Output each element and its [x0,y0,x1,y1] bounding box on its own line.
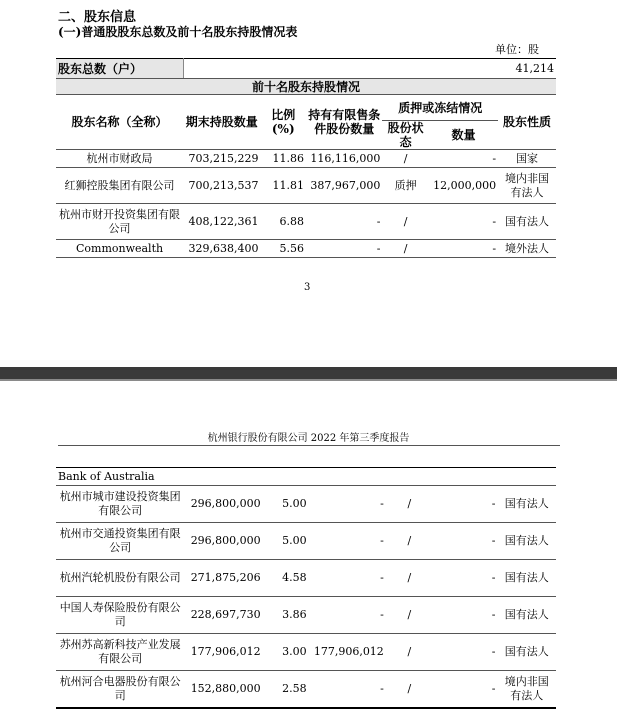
report-header: 杭州银行股份有限公司 2022 年第三季度报告 [207,433,410,444]
holder-nature: 国有法人 [498,486,557,523]
holder-restricted: - [309,560,386,597]
section-title: 二、股东信息 [58,10,137,25]
holder-nature: 境外法人 [498,240,556,258]
table-row [56,634,556,671]
holder-ratio: 5.00 [263,486,309,523]
holder-restricted: - [309,671,386,708]
holder-shares: 703,215,229 [183,150,260,168]
holder-pledge-status: / [386,523,433,560]
top10-caption: 前十名股东持股情况 [56,79,556,95]
table-row [56,597,556,634]
table-row [56,150,556,168]
holder-pledge-qty: - [433,523,498,560]
holder-shares: 228,697,730 [184,597,262,634]
holder-ratio: 5.00 [263,523,309,560]
holder-nature: 国有法人 [498,523,557,560]
table-row [56,168,556,204]
page-number: 3 [304,282,311,293]
holder-restricted: - [309,486,386,523]
holder-restricted: - [309,523,386,560]
shareholder-table-continued [56,467,556,709]
holder-ratio: 11.86 [261,150,306,168]
holder-nature: 国有法人 [498,634,557,671]
holder-nature: 国家 [498,150,556,168]
table-row [56,560,556,597]
holder-pledge-status: / [382,204,428,240]
header-restricted: 持有有限售条件股份数量 [306,95,382,150]
holder-pledge-status: / [382,240,428,258]
holder-ratio: 3.00 [263,634,309,671]
holder-restricted: - [306,204,382,240]
table-row [56,204,556,240]
holder-shares: 271,875,206 [184,560,262,597]
holder-shares: 700,213,537 [183,168,260,204]
header-pledge-status: 股份状态 [382,121,428,150]
holder-name: 杭州市城市建设投资集团有限公司 [56,486,184,523]
header-pledge: 质押或冻结情况 [382,95,498,121]
holder-name: 杭州市财开投资集团有限公司 [56,204,183,240]
holder-shares: 408,122,361 [183,204,260,240]
holder-restricted: 177,906,012 [309,634,386,671]
header-shares: 期末持股数量 [183,95,260,150]
header-rule [58,445,560,446]
shareholder-table-top [56,58,556,258]
table-row [56,671,556,708]
holder-pledge-qty: - [433,634,498,671]
holder-pledge-qty: - [433,671,498,708]
holder-ratio: 3.86 [263,597,309,634]
holder-nature: 境内非国有法人 [498,671,557,708]
holder-name: Commonwealth [56,240,183,258]
holder-name: 杭州市财政局 [56,150,183,168]
holder-pledge-qty: - [429,204,498,240]
holder-shares: 329,638,400 [183,240,260,258]
holder-pledge-qty: - [433,486,498,523]
holder-pledge-status: / [386,671,433,708]
holder-pledge-status: 质押 [382,168,428,204]
header-name: 股东名称（全称） [56,95,183,150]
holder-pledge-status: / [386,597,433,634]
holder-ratio: 4.58 [263,560,309,597]
holder-nature: 境内非国有法人 [498,168,556,204]
holder-pledge-qty: 12,000,000 [429,168,498,204]
holder-restricted: 116,116,000 [306,150,382,168]
holder-name: 杭州河合电器股份有限公司 [56,671,184,708]
holder-restricted: - [309,597,386,634]
header-ratio [261,95,306,150]
unit-label: 单位：股 [495,43,539,56]
report-page-lower [0,381,617,716]
holder-ratio: 6.88 [261,204,306,240]
holder-pledge-status: / [386,486,433,523]
header-nature: 股东性质 [498,95,556,150]
holder-ratio: 5.56 [261,240,306,258]
holder-name: 杭州市交通投资集团有限公司 [56,523,184,560]
holder-restricted: - [306,240,382,258]
holder-pledge-status: / [382,150,428,168]
header-ratio-label: 比例 [271,108,296,122]
holder-pledge-qty: - [429,240,498,258]
holder-name: 杭州汽轮机股份有限公司 [56,560,184,597]
holder-name-continued: Bank of Australia [56,468,184,486]
holder-shares: 177,906,012 [184,634,262,671]
holder-pledge-status: / [386,634,433,671]
holder-name: 红狮控股集团有限公司 [56,168,183,204]
holder-shares: 152,880,000 [184,671,262,708]
holder-pledge-qty: - [433,560,498,597]
holder-nature: 国有法人 [498,597,557,634]
holder-shares: 296,800,000 [184,486,262,523]
header-pledge-qty: 数量 [429,121,498,150]
holder-name: 苏州苏高新科技产业发展有限公司 [56,634,184,671]
holder-nature: 国有法人 [498,560,557,597]
holder-ratio: 2.58 [263,671,309,708]
total-holders-label: 股东总数（户） [56,59,183,79]
table-row [56,240,556,258]
table-row [56,486,556,523]
holder-shares: 296,800,000 [184,523,262,560]
holder-pledge-qty: - [429,150,498,168]
holder-name: 中国人寿保险股份有限公司 [56,597,184,634]
header-ratio-unit: (%) [271,122,295,136]
holder-restricted: 387,967,000 [306,168,382,204]
holder-pledge-status: / [386,560,433,597]
table-row [56,523,556,560]
holder-nature: 国有法人 [498,204,556,240]
total-holders-value: 41,214 [183,59,556,79]
page-separator [0,367,617,379]
holder-ratio: 11.81 [261,168,306,204]
holder-pledge-qty: - [433,597,498,634]
subsection-title: (一)普通股股东总数及前十名股东持股情况表 [58,25,298,39]
table-row [56,468,556,486]
